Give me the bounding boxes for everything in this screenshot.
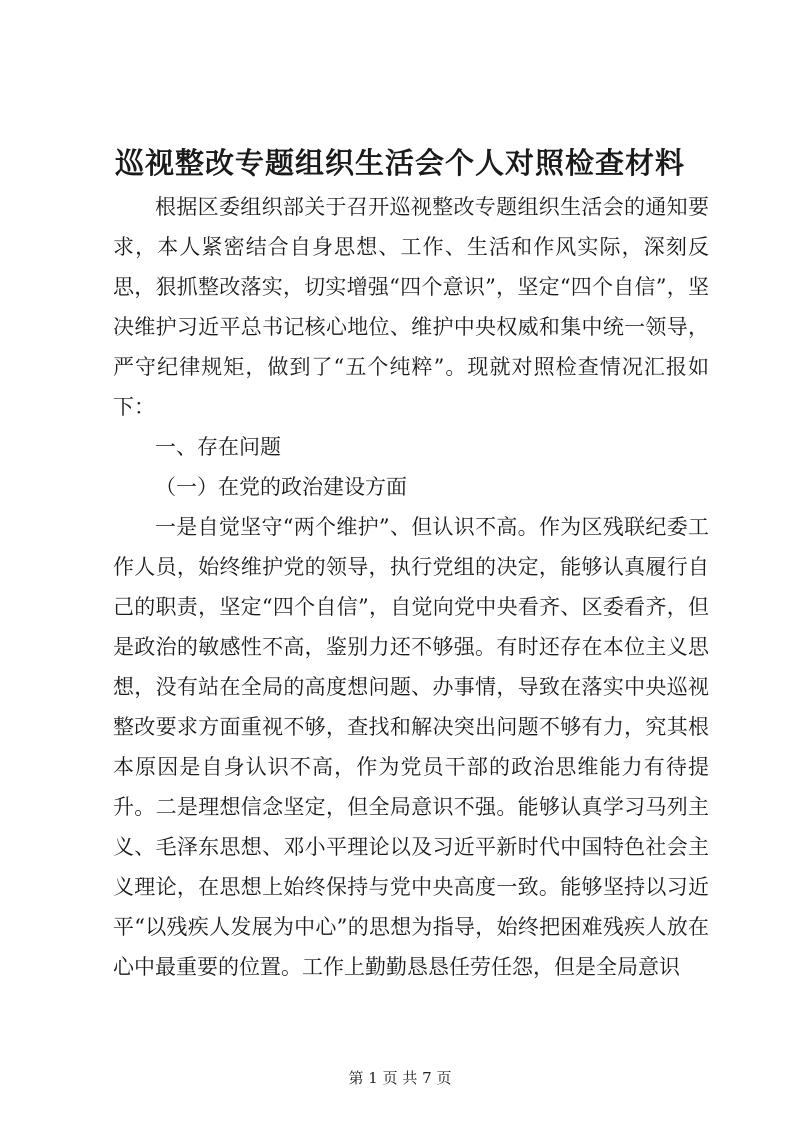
subsection-heading: （一）在党的政治建设方面 — [155, 475, 407, 499]
paragraph-intro: 根据区委组织部关于召开巡视整改专题组织生活会的通知要求，本人紧密结合自身思想、工作、生活和作风实际，深刻反思，狠抓整改落实，切实增强“四个意识”，坚定“四个自信”，坚决维护习近平总书记核心地位、维护中央权威和集中统一领导，严守纪律规矩，做到了“五个纯粹”。现就对照检查情况汇报如下： — [113, 195, 709, 419]
document-body — [113, 187, 709, 987]
document-title: 巡视整改专题组织生活会个人对照检查材料 — [114, 146, 685, 180]
page-footer: 第 1 页 共 7 页 — [348, 1069, 452, 1087]
paragraph-content: 一是自觉坚守“两个维护”、但认识不高。作为区残联纪委工作人员，始终维护党的领导，执行党组的决定，能够认真履行自己的职责，坚定“四个自信”，自觉向党中央看齐、区委看齐，但是政治的敏感性不高，鉴别力还不够强。有时还存在本位主义思想，没有站在全局的高度想问题、办事情，导致在落实中央巡视整改要求方面重视不够，查找和解决突出问题不够有力，究其根本原因是自身认识不高，作为党员干部的政治思维能力有待提升。二是理想信念坚定，但全局意识不强。能够认真学习马列主义、毛泽东思想、邓小平理论以及习近平新时代中国特色社会主义理论，在思想上始终保持与党中央高度一致。能够坚持以习近平“以残疾人发展为中心”的思想为指导，始终把困难残疾人放在心中最重要的位置。工作上勤勤恳恳任劳任怨，但是全局意识 — [113, 515, 709, 979]
section-heading: 一、存在问题 — [155, 435, 281, 459]
